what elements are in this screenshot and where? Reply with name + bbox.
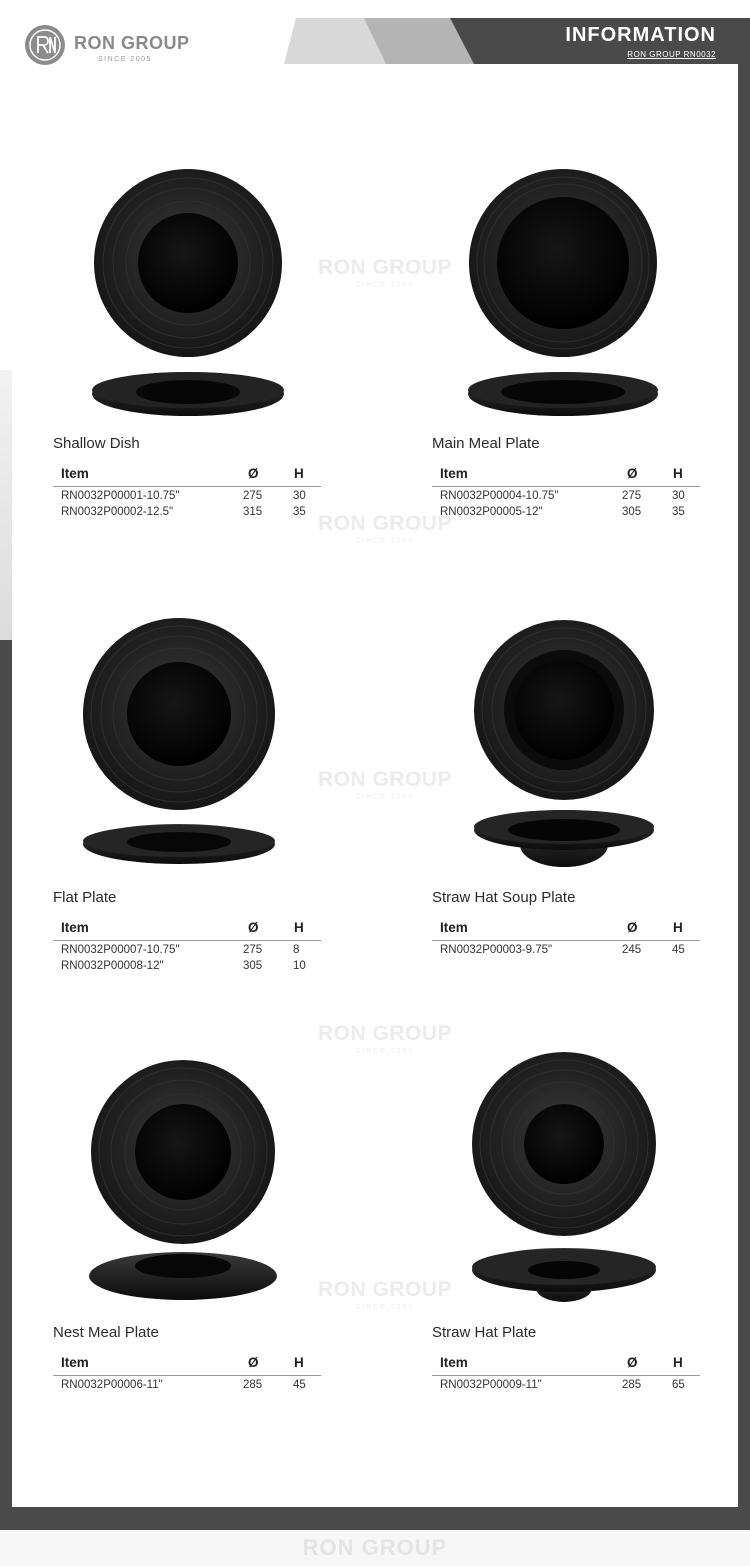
- watermark: RON GROUP SINCE 2005: [317, 1278, 452, 1311]
- column-item: Item: [61, 920, 89, 935]
- column-diameter: Ø: [627, 466, 638, 481]
- product-name: Straw Hat Plate: [432, 1324, 537, 1341]
- table-row: RN0032P00002-12.5" 315 35: [61, 506, 306, 518]
- product-name: Flat Plate: [53, 889, 117, 906]
- watermark: RON GROUP SINCE 2005: [317, 768, 452, 801]
- spec-table-header: [53, 464, 321, 487]
- frame-bottom: [0, 1507, 750, 1530]
- column-height: H: [294, 1355, 304, 1370]
- column-item: Item: [440, 466, 468, 481]
- column-diameter: Ø: [248, 466, 259, 481]
- flat-plate-image: [80, 618, 280, 870]
- column-height: H: [673, 466, 683, 481]
- spec-table: [53, 1353, 321, 1392]
- spec-table-header: [53, 1353, 321, 1376]
- table-row: RN0032P00005-12" 305 35: [440, 506, 685, 518]
- column-diameter: Ø: [248, 1355, 259, 1370]
- spec-table: [432, 1353, 700, 1392]
- spec-table-header: [432, 1353, 700, 1376]
- column-height: H: [673, 1355, 683, 1370]
- table-row: RN0032P00006-11" 285 45: [61, 1379, 306, 1391]
- frame-left-light: [0, 370, 12, 640]
- frame-left: [0, 640, 12, 1530]
- shallow-dish-image: [90, 168, 290, 420]
- straw-hat-plate-image: [468, 1052, 668, 1304]
- product-name: Main Meal Plate: [432, 435, 540, 452]
- column-diameter: Ø: [248, 920, 259, 935]
- column-height: H: [294, 466, 304, 481]
- ron-group-logo-icon: [24, 24, 66, 66]
- spec-table: [432, 918, 700, 957]
- column-diameter: Ø: [627, 920, 638, 935]
- table-row: RN0032P00003-9.75" 245 45: [440, 944, 685, 956]
- column-item: Item: [61, 1355, 89, 1370]
- watermark: RON GROUP SINCE 2005: [317, 512, 452, 545]
- column-item: Item: [61, 466, 89, 481]
- brand-since: SINCE 2005: [98, 56, 152, 63]
- main-meal-plate-image: [466, 168, 666, 420]
- product-name: Shallow Dish: [53, 435, 140, 452]
- spec-table: [432, 464, 700, 519]
- page-subtitle: RON GROUP RN0032: [627, 50, 716, 59]
- frame-right: [738, 64, 750, 1530]
- table-row: RN0032P00007-10.75" 275 8: [61, 944, 300, 956]
- page-title: INFORMATION: [565, 24, 716, 46]
- spec-table: [53, 464, 321, 519]
- product-name: Straw Hat Soup Plate: [432, 889, 576, 906]
- table-row: RN0032P00009-11" 285 65: [440, 1379, 685, 1391]
- column-height: H: [673, 920, 683, 935]
- table-row: RN0032P00004-10.75" 275 30: [440, 490, 685, 502]
- product-name: Nest Meal Plate: [53, 1324, 159, 1341]
- column-height: H: [294, 920, 304, 935]
- nest-meal-plate-image: [86, 1060, 286, 1312]
- watermark: RON GROUP SINCE 2005: [317, 1022, 452, 1055]
- column-item: Item: [440, 1355, 468, 1370]
- spec-table-header: [432, 918, 700, 941]
- spec-table-header: [432, 464, 700, 487]
- spec-table: [53, 918, 321, 973]
- table-row: RN0032P00008-12" 305 10: [61, 960, 306, 972]
- watermark: RON GROUP SINCE 2005: [317, 256, 452, 289]
- column-item: Item: [440, 920, 468, 935]
- table-row: RN0032P00001-10.75" 275 30: [61, 490, 306, 502]
- straw-hat-soup-plate-image: [468, 620, 668, 872]
- column-diameter: Ø: [627, 1355, 638, 1370]
- spec-table-header: [53, 918, 321, 941]
- footer-watermark: RON GROUP: [302, 1535, 448, 1560]
- brand-name: RON GROUP: [74, 33, 190, 53]
